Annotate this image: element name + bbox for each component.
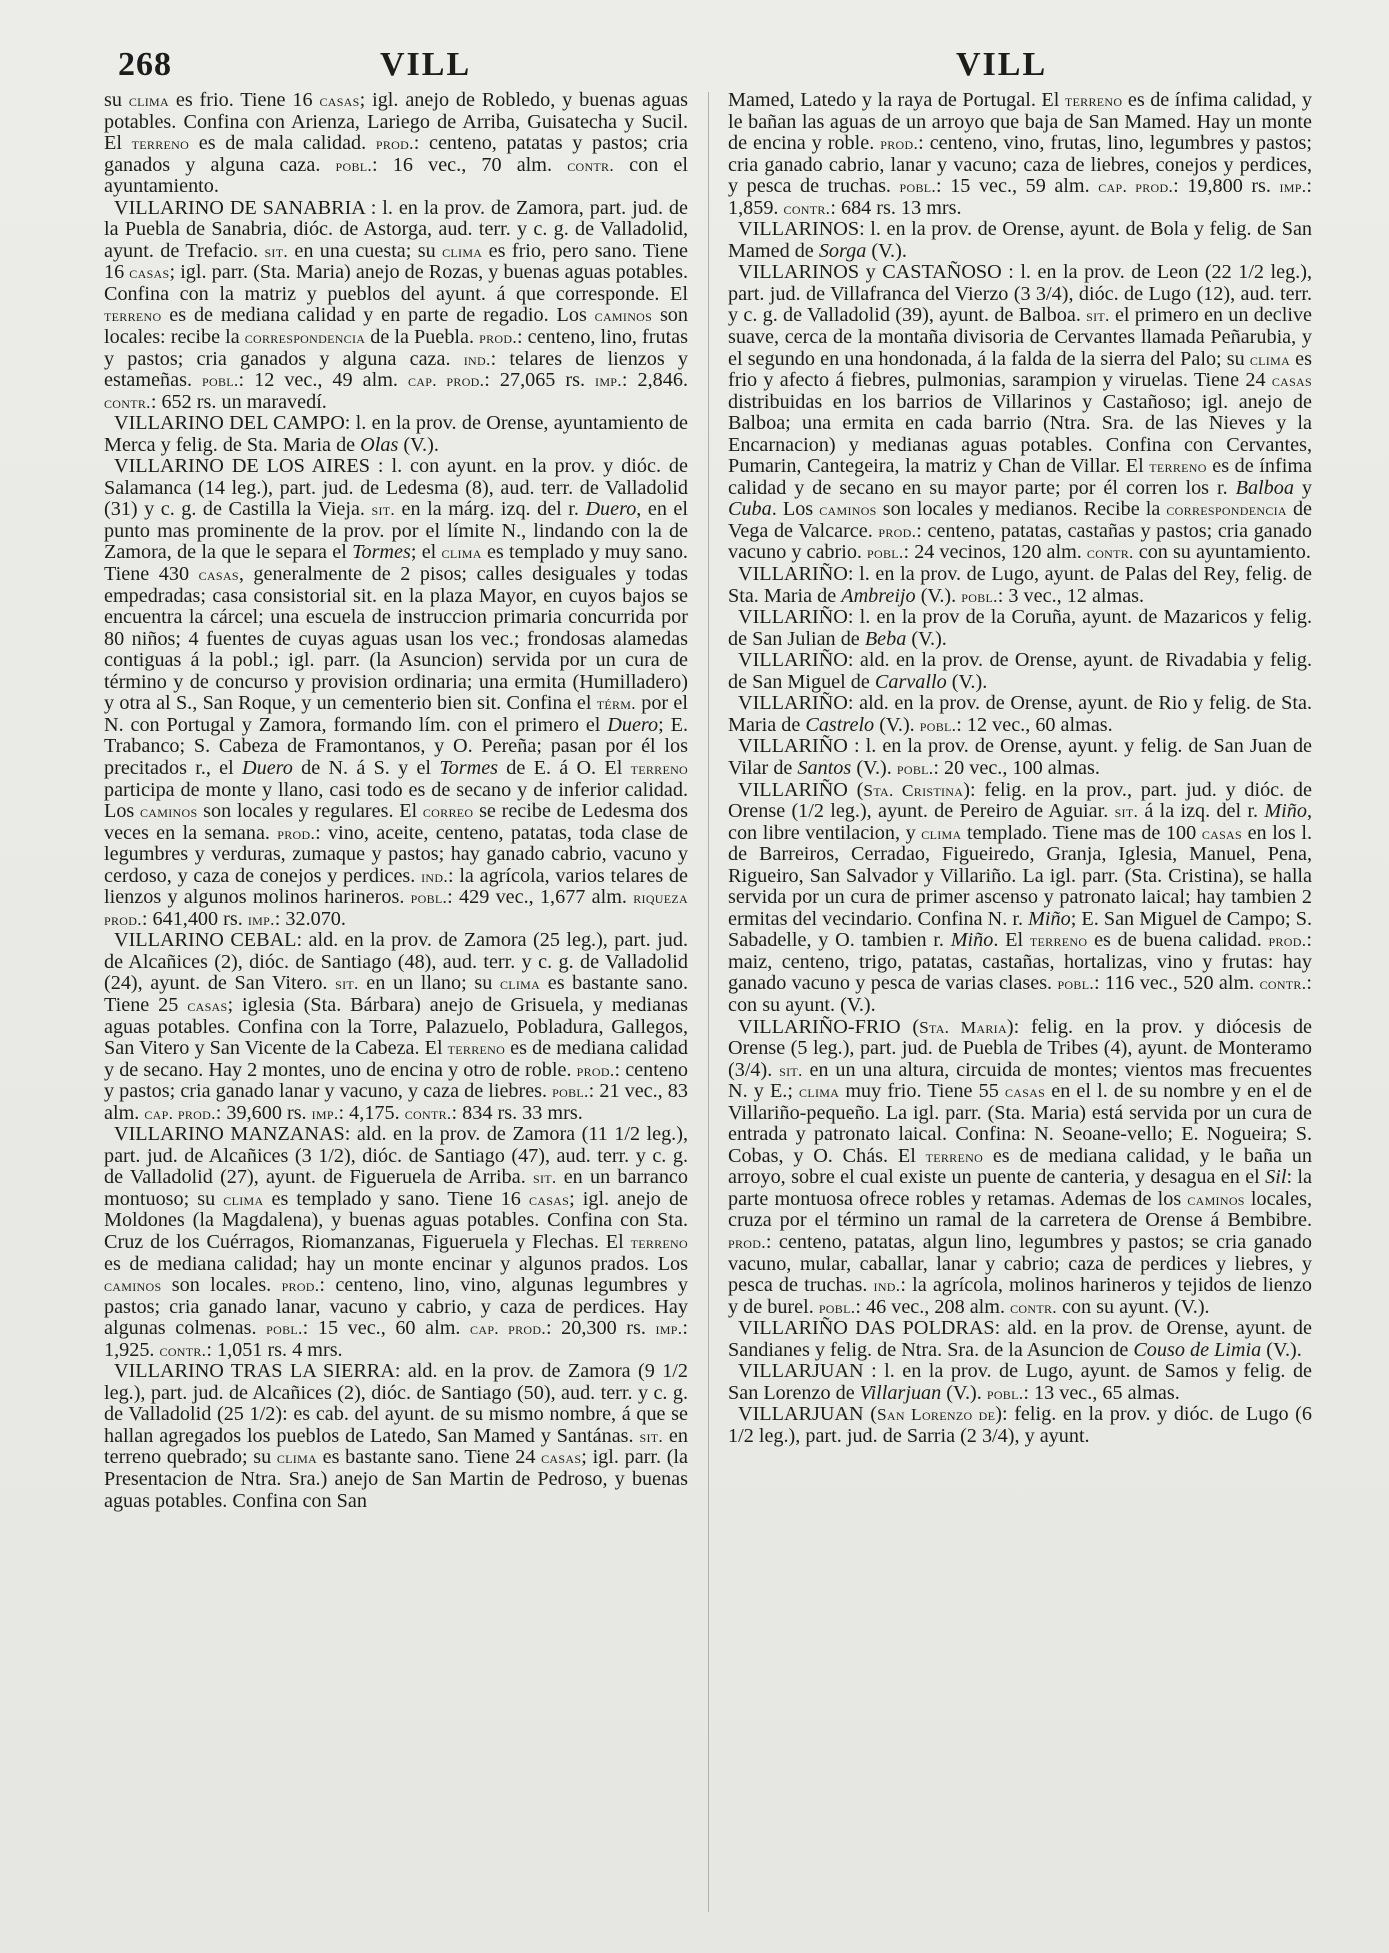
entry-right-4: VILLARIÑO: l. en la prov de la Coruña, ayunt. de Mazaricos y felig. de San Julian de Beba (V.). xyxy=(728,606,1312,650)
entry-left-4: VILLARINO CEBAL: ald. en la prov. de Zamora (25 leg.), part. jud. de Alcañices (2), dióc. de Santiago (48), aud. terr. y c. g. de Valladolid (24), ayunt. de San Vitero. sit. en un llano; su clima es bastante sano. Tiene 25 casas; iglesia (Sta. Bárbara) anejo de Grisuela, y medianas aguas potables. Confina con la Torre, Palazuelo, Pobladura, Gallegos, San Vitero y San Vicente de la Cabeza. El terreno es de mediana calidad y de secano. Hay 2 montes, uno de encina y otro de roble. prod.: centeno y pastos; cria ganado lanar y vacuno, y caza de liebres. pobl.: 21 vec., 83 alm. cap. prod.: 39,600 rs. imp.: 4,175. contr.: 834 rs. 33 mrs. xyxy=(104,929,688,1124)
entry-right-7: VILLARIÑO : l. en la prov. de Orense, ayunt. y felig. de San Juan de Vilar de Santos (V.). pobl.: 20 vec., 100 almas. xyxy=(728,735,1312,779)
column-divider xyxy=(708,92,709,1912)
running-head-right: VILL xyxy=(956,46,1048,83)
entry-right-11: VILLARJUAN : l. en la prov. de Lugo, ayunt. de Samos y felig. de San Lorenzo de Villarjuan (V.). pobl.: 13 vec., 65 almas. xyxy=(728,1360,1312,1404)
entry-left-6: VILLARINO TRAS LA SIERRA: ald. en la prov. de Zamora (9 1/2 leg.), part. jud. de Alcañices (2), dióc. de Santiago (50), aud. terr. y c. g. de Valladolid (25 1/2): es cab. del ayunt. de su mismo nombre, á que se hallan agregados los pueblos de Latedo, San Mamed y Santánas. sit. en terreno quebrado; su clima es bastante sano. Tiene 24 casas; igl. parr. (la Presentacion de Ntra. Sra.) anejo de San Martin de Pedroso, y buenas aguas potables. Confina con San xyxy=(104,1360,688,1512)
entry-left-2: VILLARINO DEL CAMPO: l. en la prov. de Orense, ayuntamiento de Merca y felig. de Sta. Maria de Olas (V.). xyxy=(104,412,688,456)
entry-right-5: VILLARIÑO: ald. en la prov. de Orense, ayunt. de Rivadabia y felig. de San Miguel de Carvallo (V.). xyxy=(728,649,1312,693)
entry-left-3: VILLARINO DE LOS AIRES : l. con ayunt. en la prov. y dióc. de Salamanca (14 leg.), part. jud. de Ledesma (8), aud. terr. de Valladolid (31) y c. g. de Castilla la Vieja. sit. en la márg. izq. del r. Duero, en el punto mas prominente de la prov. por el límite N., lindando con la de Zamora, de la que le separa el Tormes; el clima es templado y muy sano. Tiene 430 casas, generalmente de 2 pisos; calles desiguales y todas empedradas; casa consistorial sit. en la plaza Mayor, en cuyos bajos se encuentra la cárcel; una escuela de instruccion primaria concurrida por 80 niños; 4 fuentes de cuyas aguas usan los vec.; frondosas alamedas contiguas á la pobl.; igl. parr. (la Asuncion) servida por un cura de término y de concurso y provision ordinaria; una ermita (Humilladero) y otra al S., San Roque, y un cementerio bien sit. Confina el térm. por el N. con Portugal y Zamora, formando lím. con el primero el Duero; E. Trabanco; S. Cabeza de Framontanos, y O. Pereña; pasan por él los precitados r., el Duero de N. á S. y el Tormes de E. á O. El terreno participa de monte y llano, casi todo es de secano y de inferior calidad. Los caminos son locales y regulares. El correo se recibe de Ledesma dos veces en la semana. prod.: vino, aceite, centeno, patatas, toda clase de legumbres y verduras, zumaque y pastos; hay ganado cabrio, vacuno y cerdoso, y caza de conejos y perdices. ind.: la agrícola, varios telares de lienzos y algunos molinos harineros. pobl.: 429 vec., 1,677 alm. riqueza prod.: 641,400 rs. imp.: 32.070. xyxy=(104,455,688,930)
entry-left-0: su clima es frio. Tiene 16 casas; igl. anejo de Robledo, y buenas aguas potables. Confina con Arienza, Lariego de Arriba, Guisatecha y Sucil. El terreno es de mala calidad. prod.: centeno, patatas y pastos; cria ganados y alguna caza. pobl.: 16 vec., 70 alm. contr. con el ayuntamiento. xyxy=(104,90,688,198)
page-number: 268 xyxy=(118,46,172,83)
entry-right-8: VILLARIÑO (Sta. Cristina): felig. en la prov., part. jud. y dióc. de Orense (1/2 leg.), ayunt. de Pereiro de Aguiar. sit. á la izq. del r. Miño, con libre ventilacion, y clima templado. Tiene mas de 100 casas en los l. de Barreiros, Cerradao, Figueiredo, Granja, Iglesia, Manuel, Pena, Rigueiro, San Salvador y Villariño. La igl. parr. (Sta. Cristina), se halla servida por un cura de primer ascenso y patronato laical; hay tambien 2 ermitas del vecindario. Confina N. r. Miño; E. San Miguel de Campo; S. Sabadelle, y O. tambien r. Miño. El terreno es de buena calidad. prod.: maiz, centeno, trigo, patatas, castañas, hortalizas, vino y frutas: hay ganado vacuno y pesca de varias clases. pobl.: 116 vec., 520 alm. contr.: con su ayunt. (V.). xyxy=(728,778,1312,1016)
entry-right-1: VILLARINOS: l. en la prov. de Orense, ayunt. de Bola y felig. de San Mamed de Sorga (V.). xyxy=(728,218,1312,262)
entry-right-2: VILLARINOS y CASTAÑOSO : l. en la prov. de Leon (22 1/2 leg.), part. jud. de Villafranca del Vierzo (3 3/4), dióc. de Lugo (12), aud. terr. y c. g. de Valladolid (39), ayunt. de Balboa. sit. el primero en un declive suave, cerca de la montaña divisoria de Cervantes llamada Peñarubia, y el segundo en una hondonada, á la falda de la sierra del Palo; su clima es frio y afecto á fiebres, pulmonias, sarampion y viruelas. Tiene 24 casas distribuidas en los barrios de Villarinos y Castañoso; igl. anejo de Balboa; una ermita en cada barrio (Ntra. Sra. de las Nieves y la Encarnacion) y medianas aguas potables. Confina con Cervantes, Pumarin, Cantegeira, la matriz y Chan de Villar. El terreno es de ínfima calidad y de secano en su mayor parte; por él corren los r. Balboa y Cuba. Los caminos son locales y medianos. Recibe la correspondencia de Vega de Valcarce. prod.: centeno, patatas, castañas y pastos; cria ganado vacuno y cabrio. pobl.: 24 vecinos, 120 alm. contr. con su ayuntamiento. xyxy=(728,261,1312,564)
entry-right-3: VILLARIÑO: l. en la prov. de Lugo, ayunt. de Palas del Rey, felig. de Sta. Maria de Ambreijo (V.). pobl.: 3 vec., 12 almas. xyxy=(728,563,1312,607)
left-column xyxy=(104,90,688,1930)
right-column xyxy=(728,90,1312,1930)
entry-right-9: VILLARIÑO-FRIO (Sta. Maria): felig. en la prov. y diócesis de Orense (5 leg.), part. jud. de Puebla de Tribes (4), ayunt. de Monteramo (3/4). sit. en un una altura, circuida de montes; vientos mas frecuentes N. y E.; clima muy frio. Tiene 55 casas en el l. de su nombre y en el de Villariño-pequeño. La igl. parr. (Sta. Maria) está servida por un cura de entrada y patronato laical. Confina: N. Seoane-vello; E. Nogueira; S. Cobas, y O. Chás. El terreno es de mediana calidad, y le baña un arroyo, sobre el cual existe un puente de canteria, y desagua en el Sil: la parte montuosa ofrece robles y retamas. Ademas de los caminos locales, cruza por el término un ramal de la carretera de Orense á Bembibre. prod.: centeno, patatas, algun lino, legumbres y pastos; se cria ganado vacuno, mular, caballar, lanar y cabrio; caza de perdices y liebres, y pesca de truchas. ind.: la agrícola, molinos harineros y tejidos de lienzo y de burel. pobl.: 46 vec., 208 alm. contr. con su ayunt. (V.). xyxy=(728,1015,1312,1318)
entry-left-1: VILLARINO DE SANABRIA : l. en la prov. de Zamora, part. jud. de la Puebla de Sanabria, dióc. de Astorga, aud. terr. y c. g. de Valladolid, ayunt. de Trefacio. sit. en una cuesta; su clima es frio, pero sano. Tiene 16 casas; igl. parr. (Sta. Maria) anejo de Rozas, y buenas aguas potables. Confina con la matriz y pueblos del ayunt. á que corresponde. El terreno es de mediana calidad y en parte de regadio. Los caminos son locales: recibe la correspondencia de la Puebla. prod.: centeno, lino, frutas y pastos; cria ganados y alguna caza. ind.: telares de lienzos y estameñas. pobl.: 12 vec., 49 alm. cap. prod.: 27,065 rs. imp.: 2,846. contr.: 652 rs. un maravedí. xyxy=(104,196,688,413)
entry-left-5: VILLARINO MANZANAS: ald. en la prov. de Zamora (11 1/2 leg.), part. jud. de Alcañices (3 1/2), dióc. de Santiago (47), aud. terr. y c. g. de Valladolid (27), ayunt. de Figueruela de Arriba. sit. en un barranco montuoso; su clima es templado y sano. Tiene 16 casas; igl. anejo de Moldones (la Magdalena), y buenas aguas potables. Confina con Sta. Cruz de los Cuérragos, Riomanzanas, Figueruela y Flechas. El terreno es de mediana calidad; hay un monte encinar y algunos prados. Los caminos son locales. prod.: centeno, lino, vino, algunas legumbres y pastos; cria ganado lanar, vacuno y cabrio, y caza de perdices. Hay algunas colmenas. pobl.: 15 vec., 60 alm. cap. prod.: 20,300 rs. imp.: 1,925. contr.: 1,051 rs. 4 mrs. xyxy=(104,1123,688,1361)
entry-right-6: VILLARIÑO: ald. en la prov. de Orense, ayunt. de Rio y felig. de Sta. Maria de Castrelo (V.). pobl.: 12 vec., 60 almas. xyxy=(728,692,1312,736)
entry-right-12: VILLARJUAN (San Lorenzo de): felig. en la prov. y dióc. de Lugo (6 1/2 leg.), part. jud. de Sarria (2 3/4), y ayunt. xyxy=(728,1403,1312,1447)
entry-right-10: VILLARIÑO DAS POLDRAS: ald. en la prov. de Orense, ayunt. de Sandianes y felig. de Ntra. Sra. de la Asuncion de Couso de Limia (V.). xyxy=(728,1317,1312,1361)
running-head-left: VILL xyxy=(380,46,472,83)
entry-right-0: Mamed, Latedo y la raya de Portugal. El terreno es de ínfima calidad, y le bañan las aguas de un arroyo que baja de San Mamed. Hay un monte de encina y roble. prod.: centeno, vino, frutas, lino, legumbres y pastos; cria ganado cabrio, lanar y vacuno; caza de liebres, conejos y perdices, y pesca de truchas. pobl.: 15 vec., 59 alm. cap. prod.: 19,800 rs. imp.: 1,859. contr.: 684 rs. 13 mrs. xyxy=(728,90,1312,219)
page-header xyxy=(0,46,1389,92)
